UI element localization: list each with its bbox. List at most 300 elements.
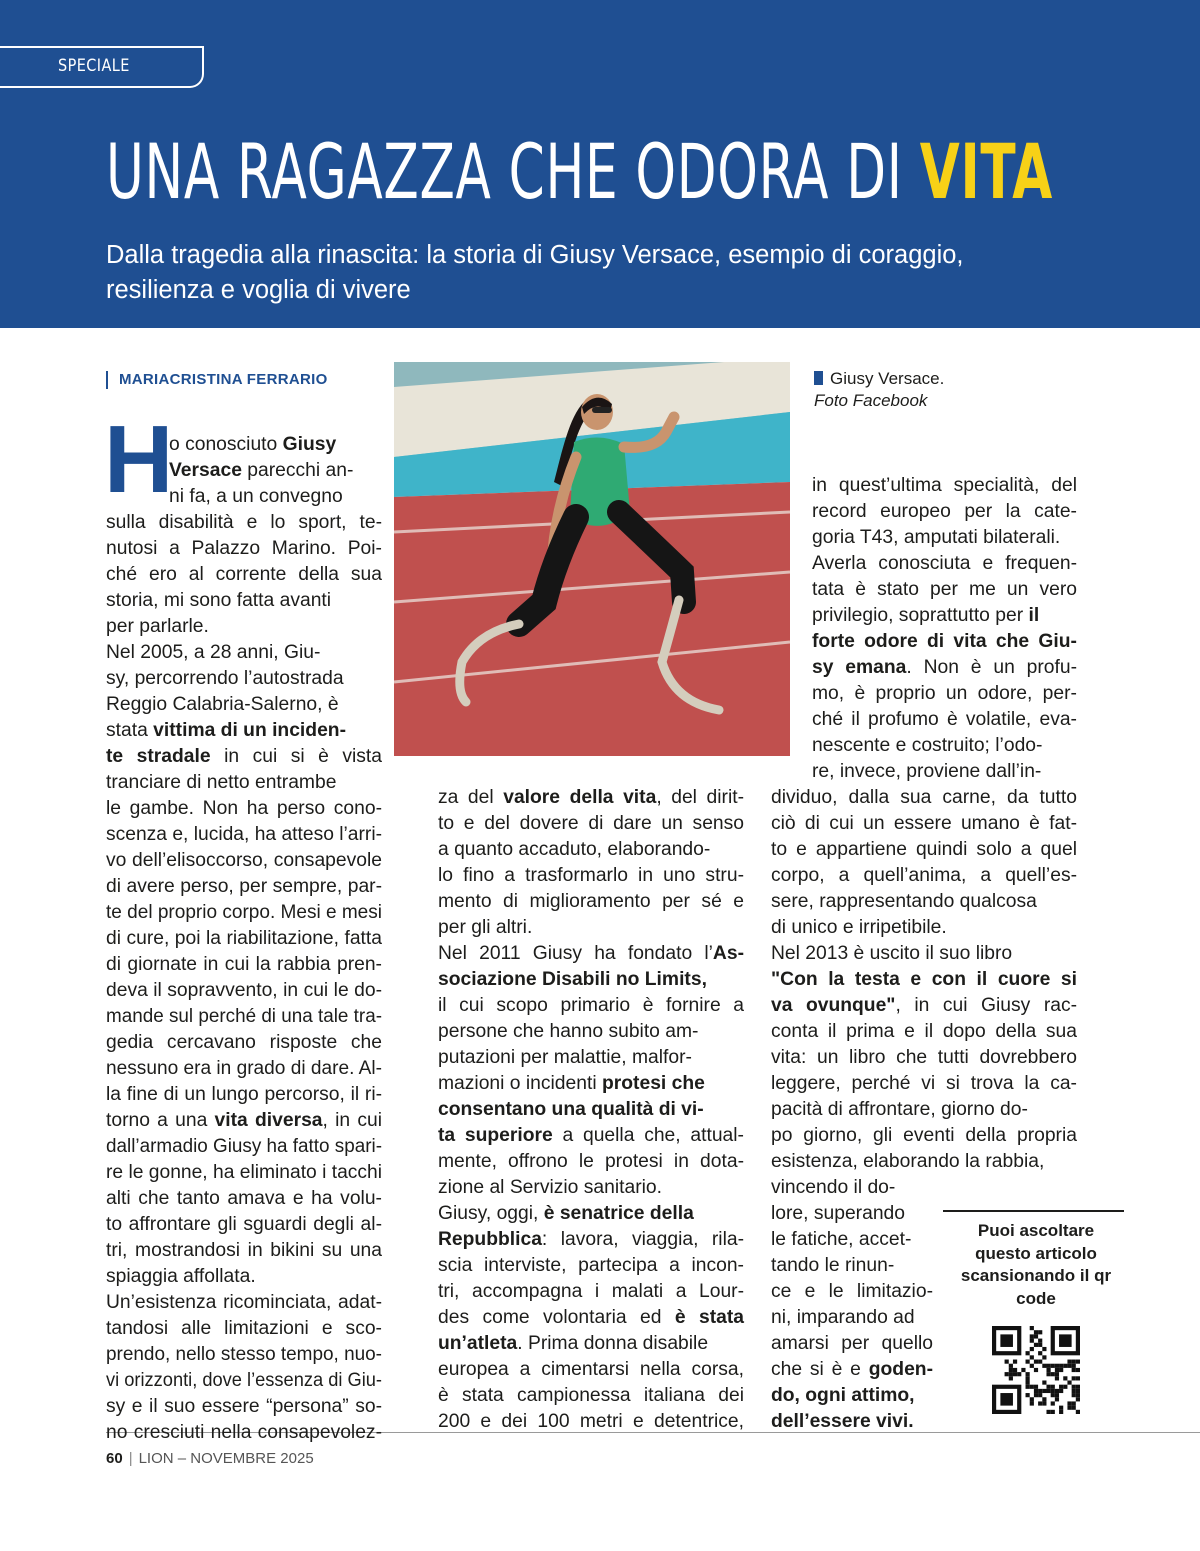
text-run: nescente e costruito; l’odo- — [812, 735, 1043, 756]
photo-caption — [814, 368, 944, 412]
text-run: pacità di affrontare, giorno do- — [771, 1099, 1028, 1120]
qr-module — [1076, 1389, 1080, 1393]
text-run: per gli altri. — [438, 917, 533, 938]
qr-module — [1072, 1385, 1076, 1389]
article-line — [771, 1045, 1077, 1071]
article-line — [438, 1201, 694, 1227]
text-run: lo fino a trasformarlo in uno stru- — [438, 865, 744, 886]
text-run: storia, mi sono fatta avanti — [106, 590, 332, 611]
article-line — [812, 525, 1060, 551]
article-photo — [394, 362, 790, 756]
article-line — [106, 796, 382, 822]
caption-credit: Foto Facebook — [814, 391, 928, 410]
text-run: le gambe. Non ha perso cono- — [106, 798, 382, 819]
text-run: Repubblica — [438, 1229, 542, 1250]
text-run: di avere perso, per sempre, par- — [106, 876, 383, 897]
qr-module — [1038, 1339, 1042, 1343]
qr-module — [1034, 1368, 1038, 1372]
qr-module — [1055, 1397, 1059, 1401]
article-line — [812, 759, 1041, 785]
qr-module — [1059, 1334, 1072, 1347]
text-run: vi orizzonti, dove l’essenza di Giu- — [106, 1370, 382, 1391]
text-run: 200 e dei 100 metri e detentrice, — [438, 1411, 744, 1432]
qr-module — [1055, 1389, 1059, 1393]
qr-module — [1042, 1355, 1046, 1359]
qr-module — [1034, 1393, 1038, 1397]
qr-module — [1046, 1389, 1050, 1393]
article-line — [771, 811, 1077, 837]
article-line — [106, 744, 382, 770]
article-line — [771, 915, 947, 941]
text-run: mo, è proprio un odore, per- — [812, 683, 1077, 704]
qr-module — [1026, 1385, 1030, 1389]
article-line — [106, 1134, 382, 1160]
qr-module — [1009, 1364, 1013, 1368]
article-line — [106, 978, 382, 1004]
article-line — [106, 588, 331, 614]
text-run: europea a cimentarsi nella corsa, — [438, 1359, 745, 1380]
article-line — [812, 655, 1077, 681]
qr-module — [1055, 1393, 1059, 1397]
text-run: to e del dovere di dare un senso — [438, 813, 745, 834]
text-run: ce e le limitazio- — [771, 1281, 933, 1302]
article-line — [771, 967, 1077, 993]
article-line — [106, 1420, 382, 1446]
text-run: tranciare di netto entrambe — [106, 772, 337, 793]
text-run: di unico e irripetibile. — [771, 917, 947, 938]
text-run: di giornate in cui la rabbia pren- — [106, 954, 382, 975]
text-run: Nel 2011 Giusy ha fondato l’ — [438, 943, 713, 964]
text-run: o conosciuto — [169, 434, 283, 455]
qr-module — [1067, 1364, 1071, 1368]
article-line — [771, 1383, 915, 1409]
qr-module — [1046, 1364, 1050, 1368]
qr-module — [1067, 1406, 1071, 1410]
qr-module — [1030, 1347, 1034, 1351]
article-line — [106, 848, 382, 874]
qr-module — [1013, 1368, 1017, 1372]
qr-module — [1046, 1385, 1050, 1389]
article-line — [771, 1279, 933, 1305]
article-line — [771, 1123, 1077, 1149]
article-line — [438, 1305, 744, 1331]
article-line — [438, 1045, 692, 1071]
qr-module — [1034, 1360, 1038, 1364]
qr-module — [1046, 1372, 1050, 1376]
article-line — [106, 562, 382, 588]
caption-marker — [814, 371, 823, 385]
qr-module — [1059, 1389, 1063, 1393]
text-run: lore, superando — [771, 1203, 905, 1224]
text-run: re le gonne, ha eliminato i tacchi — [106, 1162, 383, 1183]
text-run: stata — [106, 720, 154, 741]
qr-module — [1026, 1380, 1030, 1384]
text-run: per parlarle. — [106, 616, 209, 637]
qr-module — [1038, 1401, 1042, 1405]
runner-photo-illustration — [394, 362, 790, 756]
article-line — [438, 1149, 744, 1175]
article-line — [812, 629, 1077, 655]
qr-module — [1076, 1360, 1080, 1364]
text-run: privilegio, soprattutto per — [812, 605, 1029, 626]
qr-module — [1067, 1360, 1071, 1364]
text-run: ta superiore — [438, 1125, 553, 1146]
qr-module — [1042, 1364, 1046, 1368]
article-line — [106, 614, 209, 640]
article-line — [106, 900, 382, 926]
text-run: scia interviste, partecipa a incon- — [438, 1255, 744, 1276]
qr-module — [1059, 1410, 1063, 1414]
qr-module — [1072, 1364, 1076, 1368]
text-run: consentano una qualità di vi- — [438, 1099, 704, 1120]
qr-module — [1072, 1406, 1076, 1410]
article-line — [106, 1368, 382, 1394]
qr-module — [1063, 1385, 1067, 1389]
article-line — [438, 1383, 744, 1409]
article-line — [438, 1175, 662, 1201]
text-run: dell’essere vivi. — [771, 1411, 914, 1432]
text-run: Un’esistenza ricominciata, adat- — [106, 1292, 382, 1313]
qr-module — [1038, 1393, 1042, 1397]
text-run: za del — [438, 787, 504, 808]
qr-module — [1026, 1393, 1030, 1397]
qr-module — [1034, 1334, 1038, 1338]
qr-module — [1051, 1389, 1055, 1393]
text-run: Giusy, oggi, — [438, 1203, 544, 1224]
text-run: "Con la testa e con il cuore si — [771, 969, 1077, 990]
article-line — [812, 603, 1039, 629]
text-run: to e appartiene quindi solo a quel — [771, 839, 1077, 860]
article-line — [106, 1186, 382, 1212]
qr-module — [1072, 1401, 1076, 1405]
article-line — [106, 1004, 382, 1030]
article-line — [106, 1108, 382, 1134]
qr-module — [1059, 1364, 1063, 1368]
article-line — [438, 1253, 744, 1279]
qr-module — [1021, 1368, 1025, 1372]
qr-module — [1038, 1330, 1042, 1334]
article-line — [438, 941, 744, 967]
text-run: nessuno era in grado di dare. Al- — [106, 1058, 383, 1079]
qr-module — [1013, 1372, 1017, 1376]
article-line — [106, 1160, 382, 1186]
text-run: do, ogni attimo, — [771, 1385, 915, 1406]
article-line — [812, 733, 1042, 759]
article-line — [106, 822, 382, 848]
text-run: Nel 2013 è uscito il suo libro — [771, 943, 1013, 964]
article-line — [771, 1149, 1044, 1175]
article-line — [438, 1097, 704, 1123]
text-run: corpo, a quell’anima, a quell’es- — [771, 865, 1078, 886]
text-run: Reggio Calabria-Salerno, è — [106, 694, 339, 715]
qr-module — [1042, 1401, 1046, 1405]
text-run: dall’armadio Giusy ha fatto spari- — [106, 1136, 382, 1157]
qr-module — [1030, 1397, 1034, 1401]
article-line — [169, 458, 353, 484]
text-run: goria T43, amputati bilaterali. — [812, 527, 1061, 548]
text-run: to affrontare gli sguardi degli al- — [106, 1214, 382, 1235]
text-run: sy e il suo essere “persona” so- — [106, 1396, 382, 1417]
qr-module — [1076, 1368, 1080, 1372]
article-line — [812, 681, 1077, 707]
text-run: un’atleta — [438, 1333, 518, 1354]
qr-module — [1072, 1368, 1076, 1372]
article-line — [771, 1201, 905, 1227]
headline-accent: VITA — [919, 127, 1053, 216]
text-run: mande sul perché di una tale tra- — [106, 1006, 382, 1027]
article-line — [106, 1264, 256, 1290]
text-run: mente, offrono le protesi in dota- — [438, 1151, 744, 1172]
text-run: sy, percorrendo l’autostrada — [106, 668, 344, 689]
text-run: scenza e, lucida, ha atteso l’arri- — [106, 824, 383, 845]
text-run: che si è e — [771, 1359, 869, 1380]
qr-module — [1030, 1334, 1034, 1338]
article-line — [106, 1212, 382, 1238]
qr-module — [1051, 1410, 1055, 1414]
article-line — [812, 473, 1077, 499]
qr-module — [1038, 1343, 1042, 1347]
article-line — [771, 1305, 915, 1331]
text-run: record europeo per la cate- — [812, 501, 1077, 522]
qr-module — [1063, 1364, 1067, 1368]
text-run: Giusy — [282, 434, 337, 455]
qr-module — [1046, 1368, 1050, 1372]
qr-module — [1005, 1372, 1009, 1376]
text-run: esistenza, elaborando la rabbia, — [771, 1151, 1045, 1172]
article-line — [771, 941, 1012, 967]
article-line — [169, 432, 336, 458]
qr-module — [1042, 1347, 1046, 1351]
qr-module — [1034, 1330, 1038, 1334]
text-run: vincendo il do- — [771, 1177, 896, 1198]
text-run: po giorno, gli eventi della propria — [771, 1125, 1077, 1146]
text-run: vittima di un inciden- — [153, 720, 346, 741]
article-line — [438, 863, 744, 889]
article-line — [438, 1019, 698, 1045]
text-run: zione al Servizio sanitario. — [438, 1177, 662, 1198]
qr-module — [1072, 1360, 1076, 1364]
text-run: in quest’ultima specialità, del — [812, 475, 1077, 496]
article-line — [771, 837, 1077, 863]
qr-module — [1038, 1360, 1042, 1364]
article-line — [106, 1238, 382, 1264]
text-run: parecchi an- — [241, 460, 354, 481]
text-run: Versace — [169, 460, 242, 481]
qr-module — [1030, 1385, 1034, 1389]
article-line — [771, 863, 1077, 889]
qr-module — [1059, 1385, 1063, 1389]
text-run: a quella che, attual- — [552, 1125, 744, 1146]
text-run: prendo, nello stesso tempo, nuo- — [106, 1344, 382, 1365]
text-run: spiaggia affollata. — [106, 1266, 256, 1287]
article-line — [438, 811, 744, 837]
article-line — [812, 499, 1077, 525]
article-line — [438, 1357, 744, 1383]
text-run: vita: un libro che tutti dovrebbero — [771, 1047, 1077, 1068]
qr-module — [1055, 1376, 1059, 1380]
qr-module — [1009, 1376, 1013, 1380]
qr-module — [1059, 1368, 1063, 1372]
qr-module — [1005, 1360, 1009, 1364]
text-run: dividuo, dalla sua carne, da tutto — [771, 787, 1077, 808]
qr-module — [1072, 1393, 1076, 1397]
qr-module — [1026, 1360, 1030, 1364]
article-line — [106, 536, 382, 562]
text-run: a quanto accaduto, elaborando- — [438, 839, 711, 860]
article-line — [438, 1409, 744, 1435]
text-run: la fine di un lungo percorso, il ri- — [106, 1084, 383, 1105]
text-run: . Prima donna disabile — [517, 1333, 709, 1354]
article-line — [771, 1331, 933, 1357]
text-run: no cresciuti nella consapevolez- — [106, 1422, 382, 1443]
qr-module — [1034, 1389, 1038, 1393]
article-line — [771, 993, 1077, 1019]
subtitle: Dalla tragedia alla rinascita: la storia di Giusy Versace, esempio di coraggio, resilienza e voglia di vivere — [106, 241, 964, 304]
footer-separator: | — [128, 1450, 133, 1467]
article-line — [106, 1394, 382, 1420]
article-line — [106, 1030, 382, 1056]
qr-module — [1051, 1364, 1055, 1368]
article-line — [812, 577, 1077, 603]
article-line — [438, 837, 710, 863]
text-run: Averla conosciuta e frequen- — [812, 553, 1078, 574]
qr-module — [1042, 1389, 1046, 1393]
article-line — [106, 1082, 382, 1108]
qr-module — [1067, 1401, 1071, 1405]
headline — [106, 127, 1053, 216]
text-run: sociazione Disabili no Limits, — [438, 969, 707, 990]
text-run: alti che tanto amava e ha volu- — [106, 1188, 382, 1209]
article-line — [771, 1357, 933, 1383]
text-run: persone che hanno subito am- — [438, 1021, 699, 1042]
text-run: il — [1028, 605, 1040, 626]
article-line — [438, 1331, 708, 1357]
text-run: è stata — [674, 1307, 745, 1328]
article-line — [771, 1409, 914, 1435]
text-run: torno a una — [106, 1110, 215, 1131]
qr-module — [1076, 1410, 1080, 1414]
caption-name: Giusy Versace. — [830, 369, 945, 388]
headline-regular: UNA RAGAZZA CHE ODORA DI — [106, 127, 903, 216]
text-run: mazioni o incidenti — [438, 1073, 602, 1094]
page-footer — [106, 1450, 314, 1467]
qr-module — [1009, 1368, 1013, 1372]
text-run: ni fa, a un convegno — [169, 486, 343, 507]
text-run: deva il sopravvento, in cui le do- — [106, 980, 382, 1001]
article-line — [438, 1227, 744, 1253]
qr-module — [1042, 1380, 1046, 1384]
article-line — [438, 915, 532, 941]
article-line — [771, 1071, 1077, 1097]
article-line — [812, 551, 1077, 577]
text-run: tandosi alle limitazioni e sco- — [106, 1318, 382, 1339]
text-run: vo dell’elisoccorso, consapevole — [106, 850, 382, 871]
qr-module — [1000, 1393, 1013, 1406]
article-line — [771, 1097, 1028, 1123]
text-run: amarsi per quello — [771, 1333, 933, 1354]
text-run: ché ero al corrente della sua — [106, 564, 383, 585]
qr-code[interactable] — [992, 1326, 1080, 1414]
article-line — [438, 993, 744, 1019]
text-run: gedia cercavano risposte che — [106, 1032, 383, 1053]
qr-module — [1067, 1380, 1071, 1384]
article-line — [106, 1316, 382, 1342]
article-line — [438, 785, 744, 811]
qr-module — [1051, 1372, 1055, 1376]
article-line — [771, 1227, 911, 1253]
article-line — [106, 666, 344, 692]
qr-module — [1055, 1368, 1059, 1372]
text-run: leggere, perché vi si trova la ca- — [771, 1073, 1077, 1094]
magazine-issue: LION – NOVEMBRE 2025 — [138, 1450, 314, 1467]
qr-module — [1030, 1401, 1034, 1405]
text-run: sulla disabilità e lo sport, te- — [106, 512, 383, 533]
qr-module — [1030, 1339, 1034, 1343]
text-run: mento di miglioramento per sé e — [438, 891, 744, 912]
qr-module — [1055, 1372, 1059, 1376]
text-run: ché il profumo è volatile, eva- — [812, 709, 1077, 730]
article-line — [106, 770, 336, 796]
text-run: tri, mostrandosi in bikini su una — [106, 1240, 383, 1261]
page-number: 60 — [106, 1450, 123, 1467]
text-run: As- — [712, 943, 744, 964]
qr-module — [1034, 1385, 1038, 1389]
qr-module — [1051, 1393, 1055, 1397]
article-line — [438, 1123, 744, 1149]
qr-module — [1076, 1385, 1080, 1389]
text-run: va ovunque" — [771, 995, 896, 1016]
qr-module — [1051, 1385, 1055, 1389]
qr-instructions: Puoi ascoltare questo articolo scansionando il qr code — [960, 1221, 1112, 1308]
qr-module — [1038, 1389, 1042, 1393]
text-run: protesi che — [601, 1073, 705, 1094]
text-run: Nel 2005, a 28 anni, Giu- — [106, 642, 321, 663]
text-run: : lavora, viaggia, rila- — [541, 1229, 744, 1250]
article-line — [771, 889, 1037, 915]
text-run: forte odore di vita che Giu- — [812, 631, 1077, 652]
text-run: tata è stato per me un vero — [812, 579, 1077, 600]
qr-module — [1030, 1326, 1034, 1330]
text-run: è stata campionessa italiana dei — [438, 1385, 744, 1406]
byline: MARIACRISTINA FERRARIO — [106, 371, 328, 389]
text-run: te del proprio corpo. Mesi e mesi — [106, 902, 383, 923]
qr-module — [1046, 1410, 1050, 1414]
qr-module — [1026, 1376, 1030, 1380]
text-run: , in cui — [322, 1110, 382, 1131]
text-run: valore della vita — [503, 787, 657, 808]
article-line — [106, 1290, 382, 1316]
qr-module — [1076, 1393, 1080, 1397]
article-line — [438, 1071, 705, 1097]
article-line — [812, 707, 1077, 733]
text-run: sy emana — [812, 657, 907, 678]
article-line — [106, 1342, 382, 1368]
text-run: ni, imparando ad — [771, 1307, 915, 1328]
qr-module — [1009, 1372, 1013, 1376]
article-line — [438, 1279, 744, 1305]
text-run: nutosi a Palazzo Marino. Poi- — [106, 538, 382, 559]
text-run: di cure, poi la riabilitazione, fatta — [106, 928, 382, 949]
text-run: des come volontaria ed — [438, 1307, 675, 1328]
header-banner — [0, 0, 1200, 328]
qr-code-image — [992, 1326, 1080, 1414]
text-run: vita diversa — [214, 1110, 323, 1131]
text-run: le fatiche, accet- — [771, 1229, 912, 1250]
article-line — [771, 785, 1077, 811]
article-line — [106, 874, 382, 900]
qr-divider — [943, 1210, 1124, 1212]
text-run: putazioni per malattie, malfor- — [438, 1047, 692, 1068]
